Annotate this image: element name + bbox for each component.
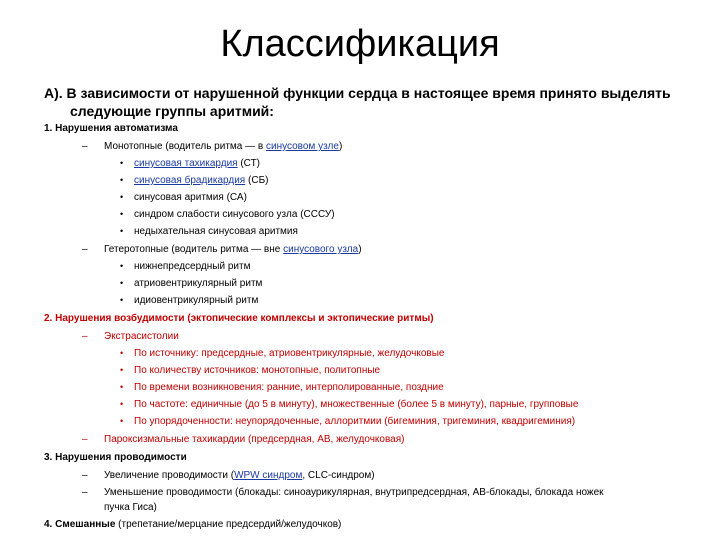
nomotopic-sub-4: синдром слабости синусового узла (СССУ) (134, 209, 335, 220)
nomotopic-item (104, 140, 342, 153)
bullet-marker: • (120, 192, 124, 202)
conduction-decrease-continued: пучка Гиса) (104, 502, 157, 513)
heterotopic-close: ) (358, 244, 362, 255)
bullet-marker: • (120, 209, 124, 219)
bullet-marker: • (120, 278, 124, 288)
extrasystole-sub-1: По источнику: предсердные, атриовентрикулярные, желудочковые (134, 348, 445, 359)
section-4-text: (трепетание/мерцание предсердий/желудочков) (115, 519, 342, 530)
conduction-decrease-item: Уменьшение проводимости (блокады: синоаурикулярная, внутрипредсердная, АВ-блокады, блокада ножек (104, 487, 604, 498)
extrasystole-sub-3: По времени возникновения: ранние, интерполированные, поздние (134, 382, 444, 393)
subtitle-line-2: следующие группы аритмий: (70, 103, 274, 119)
st-abbr: (СТ) (237, 158, 261, 169)
extrasystole-sub-2: По количеству источников: монотопные, политопные (134, 365, 381, 376)
subtitle (44, 84, 694, 120)
extrasystole-item: Экстрасистолии (104, 331, 179, 342)
section-1-heading: 1. Нарушения автоматизма (44, 123, 178, 134)
nomotopic-sub-2 (134, 174, 268, 187)
extrasystole-sub-5: По упорядоченности: неупорядоченные, аллоритмии (бигеминия, тригеминия, квадригеминия) (134, 416, 576, 427)
dash-marker: – (82, 244, 88, 255)
bullet-marker: • (120, 158, 124, 168)
paroxysmal-item: Пароксизмальные тахикардии (предсердная, АВ, желудочковая) (104, 434, 405, 445)
heterotopic-item (104, 243, 362, 256)
nomotopic-sub-5: недыхательная синусовая аритмия (134, 226, 298, 237)
bullet-marker: • (120, 295, 124, 305)
subtitle-line-1: А). В зависимости от нарушенной функции сердца в настоящее время принято выделять (44, 85, 671, 101)
heterotopic-sub-2: атриовентрикулярный ритм (134, 278, 263, 289)
section-2-heading: 2. Нарушения возбудимости (эктопические комплексы и эктопические ритмы) (44, 313, 434, 324)
wpw-syndrome-link[interactable]: WPW синдром (234, 470, 303, 481)
heterotopic-text: Гетеротопные (водитель ритма — вне (104, 244, 284, 255)
nomotopic-sub-1 (134, 157, 260, 170)
sb-abbr: (СБ) (245, 175, 269, 186)
heterotopic-sub-3: идиовентрикулярный ритм (134, 295, 259, 306)
nomotopic-sub-3: синусовая аритмия (СА) (134, 192, 247, 203)
increase-text: Увеличение проводимости ( (104, 470, 235, 481)
increase-close: , CLC-синдром) (302, 470, 375, 481)
dash-marker: – (82, 434, 88, 445)
bullet-marker: • (120, 416, 124, 426)
sinus-node-link[interactable]: синусовом узле (266, 141, 339, 152)
bullet-marker: • (120, 175, 124, 185)
nomotopic-close: ) (338, 141, 343, 152)
dash-marker: – (82, 331, 88, 342)
extrasystole-sub-4: По частоте: единичные (до 5 в минуту), множественные (более 5 в минуту), парные, групповые (134, 399, 579, 410)
dash-marker: – (82, 141, 88, 152)
bullet-marker: • (120, 382, 124, 392)
bullet-marker: • (120, 399, 124, 409)
section-4-heading: 4. Смешанные (44, 519, 116, 530)
section-4-item (44, 518, 341, 531)
section-3-heading: 3. Нарушения проводимости (44, 452, 187, 463)
bullet-marker: • (120, 226, 124, 236)
page-title: Классификация (220, 23, 500, 65)
dash-marker: – (82, 470, 88, 481)
heterotopic-sub-1: нижнепредсердный ритм (134, 261, 251, 272)
dash-marker: – (82, 487, 88, 498)
bullet-marker: • (120, 348, 124, 358)
nomotopic-text: Монотопные (водитель ритма — в (104, 141, 266, 152)
sinus-tachycardia-link[interactable]: синусовая тахикардия (134, 158, 238, 169)
sinus-node-link-2[interactable]: синусового узла (283, 244, 359, 255)
bullet-marker: • (120, 365, 124, 375)
conduction-increase-item (104, 469, 375, 482)
bullet-marker: • (120, 261, 124, 271)
sinus-bradycardia-link[interactable]: синусовая брадикардия (134, 175, 246, 186)
